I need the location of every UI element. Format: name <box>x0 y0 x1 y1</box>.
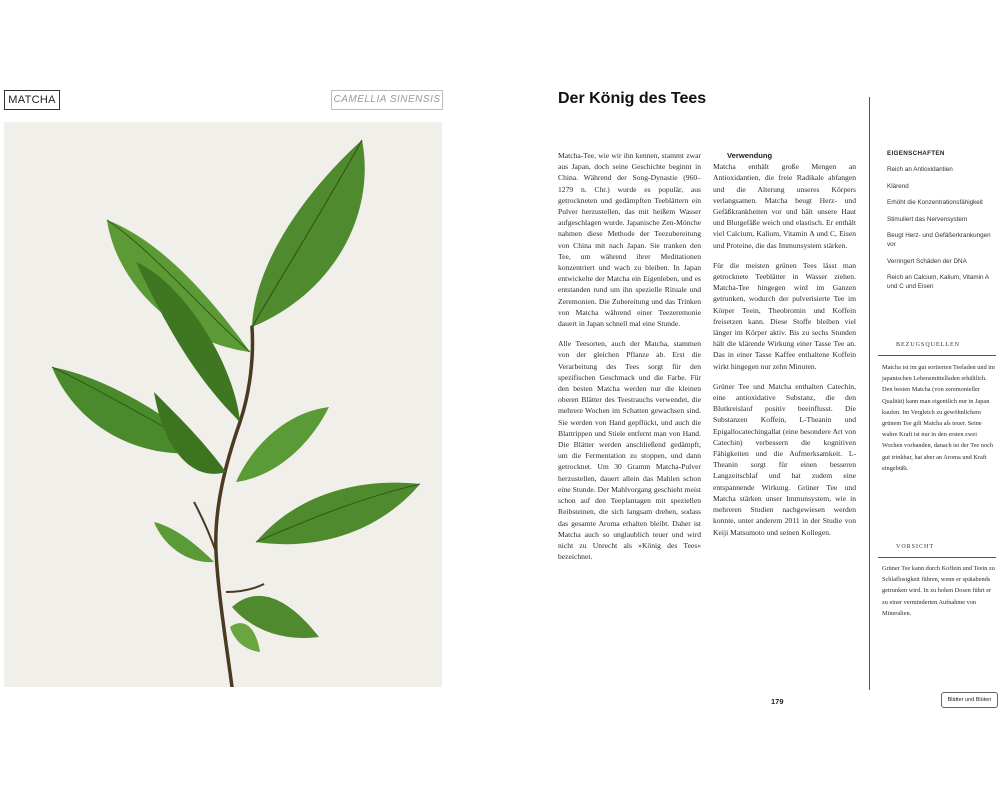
tea-plant-photo <box>4 122 442 687</box>
list-item: Stimuliert das Nervensystem <box>887 215 968 223</box>
sources-heading: BEZUGSQUELLEN <box>896 342 960 348</box>
paragraph: Grüner Tee und Matcha enthalten Catechin, eine antioxidative Substanz, die den Blutkreislauf positiv beeinflusst. Die Substanzen Koffein, L-Theanin und Epigallocatechingallat (eine besondere Art von Catechin) verbessern die kognitiven Fähigkeiten und die Aufmerksamkeit. L-Theanin sorgt für einen besseren Langzeitschlaf und hat zudem eine entspannende Wirkung. Grüner Tee und Matcha stärken unser Immunsystem, wie in mehreren Studien nachgewiesen werden konnte, unter anderem 2011 in der Studie von Keiji Matsumoto und seinen Kollegen. <box>713 381 856 537</box>
column-divider <box>869 97 870 690</box>
list-item: Reich an Calcium, Kalium, Vitamin A und C und Eisen <box>887 274 989 290</box>
chapter-tag: Blätter und Blüten <box>941 692 998 708</box>
sources-divider <box>878 355 996 356</box>
properties-list <box>887 166 997 299</box>
tea-plant-illustration <box>4 122 442 687</box>
latin-name-tag: CAMELLIA SINENSIS <box>331 90 443 110</box>
list-item: Reich an Antioxidantien <box>887 166 953 173</box>
page-number: 179 <box>771 697 784 706</box>
page-title: Der König des Tees <box>558 90 707 107</box>
paragraph: Matcha-Tee, wie wir ihn kennen, stammt zwar aus Japan, doch seine Geschichte beginnt in China. Während der Song-Dynastie (960–1279 n. Chr.) wurde es populär, aus getrockneten und gedämpften Teeblättern ein Pulver herzustellen, das mit heißem Wasser aufgeschlagen wurde. Japanische Zen-Mönche nahmen diese Methode der Teezubereitung von China mit nach Japan. Sie tranken den Tee, um während ihrer Meditationen konzentriert und wach zu bleiben. In Japan entwickelte der Matcha ein Eigenleben, und es entstanden rund um ihn spezielle Rituale und Zeremonien. Die Zubereitung und das Trinken von Matcha während einer Teezeremonie dauert in Japan schnell mal eine Stunde. <box>558 151 701 329</box>
body-column-1 <box>558 150 701 571</box>
caution-text: Grüner Tee kann durch Koffein und Teein zu Schlaflosigkeit führen, wenn er spätabends getrunken wird. In zu hohen Dosen führt er zu einer verminderten Aufnahme von Mineralien. <box>882 565 995 617</box>
body-column-2 <box>713 150 856 547</box>
caution-heading: VORSICHT <box>896 544 935 550</box>
sources-text: Matcha ist im gut sortierten Teeladen und im japanischen Lebensmittelladen erhältlich. Den besten Matcha (von zeremonieller Qualität) kann man eigentlich nur in Japan kaufen. Im Vergleich zu gewöhnlichem grünem Tee gilt Matcha als teuer. Seine wahre Kraft ist nur in den ersten zwei Wochen vorhanden, danach ist der Tee noch gut trinkbar, hat aber an Aroma und Kraft eingebüßt. <box>882 364 995 472</box>
paragraph: Alle Teesorten, auch der Matcha, stammen von der gleichen Pflanze ab. Erst die Verarbeitung des Tees sorgt für den spezifischen Geschmack und die Farbe. Für den besten Matcha werden nur die kleinen oberen Blätter des Teestrauchs verwendet, die mehrere Wochen im Schatten gewachsen sind. Sie werden von Hand gepflückt, und auch die Blattrippen und Stiele entfernt man von Hand. Die Blätter werden anschließend gedämpft, um die Fermentation zu stoppen, und dann getrocknet. Um 30 Gramm Matcha-Pulver herzustellen, dauert allein das Mahlen schon eine Stunde. Der Mahlvorgang geschieht meist schon auf den Teeplantagen mit speziellen Reibsteinen, die sich langsam drehen, sodass das gesamte Aroma erhalten bleibt. Daher ist Matcha auch so unglaublich teuer und wird nicht zu Unrecht als »König des Tees« bezeichnet. <box>558 339 701 562</box>
paragraph: Matcha enthält große Mengen an Antioxidantien, die freie Radikale abfangen und die Alterung unseres Körpers verlangsamen. Matcha beugt Herz- und Gefäßkrankheiten vor und hält unsere Haut und Blutgefäße weich und elastisch. Er enthält viel Calcium, Kalium, Vitamin A und C, Eisen und Proteine, die das Immunsystem stärken. <box>713 162 856 250</box>
list-item: Erhöht die Konzentrationsfähigkeit <box>887 199 983 207</box>
subheading-verwendung: Verwendung <box>727 151 773 160</box>
list-item: Klärend <box>887 182 909 190</box>
section-tag: MATCHA <box>4 90 60 110</box>
list-item: Verringert Schäden der DNA <box>887 257 967 265</box>
list-item: Beugt Herz- und Gefäßerkrankungen vor <box>887 232 991 248</box>
properties-heading: EIGENSCHAFTEN <box>887 150 945 157</box>
caution-divider <box>878 557 996 558</box>
paragraph: Für die meisten grünen Tees lässt man getrocknete Teeblätter in Wasser ziehen. Matcha-Tee hingegen wird im Ganzen getrunken, wodurch der pulverisierte Tee im Körper Teein, Theobromin und Koffein freisetzen kann. Diese Stoffe bleiben viel länger im Körper aktiv. Bis zu sechs Stunden hält die klärende Wirkung einer Tasse Tee an. Das in einer Tasse Kaffee enthaltene Koffein wirkt hingegen nur zehn Minuten. <box>713 260 856 371</box>
